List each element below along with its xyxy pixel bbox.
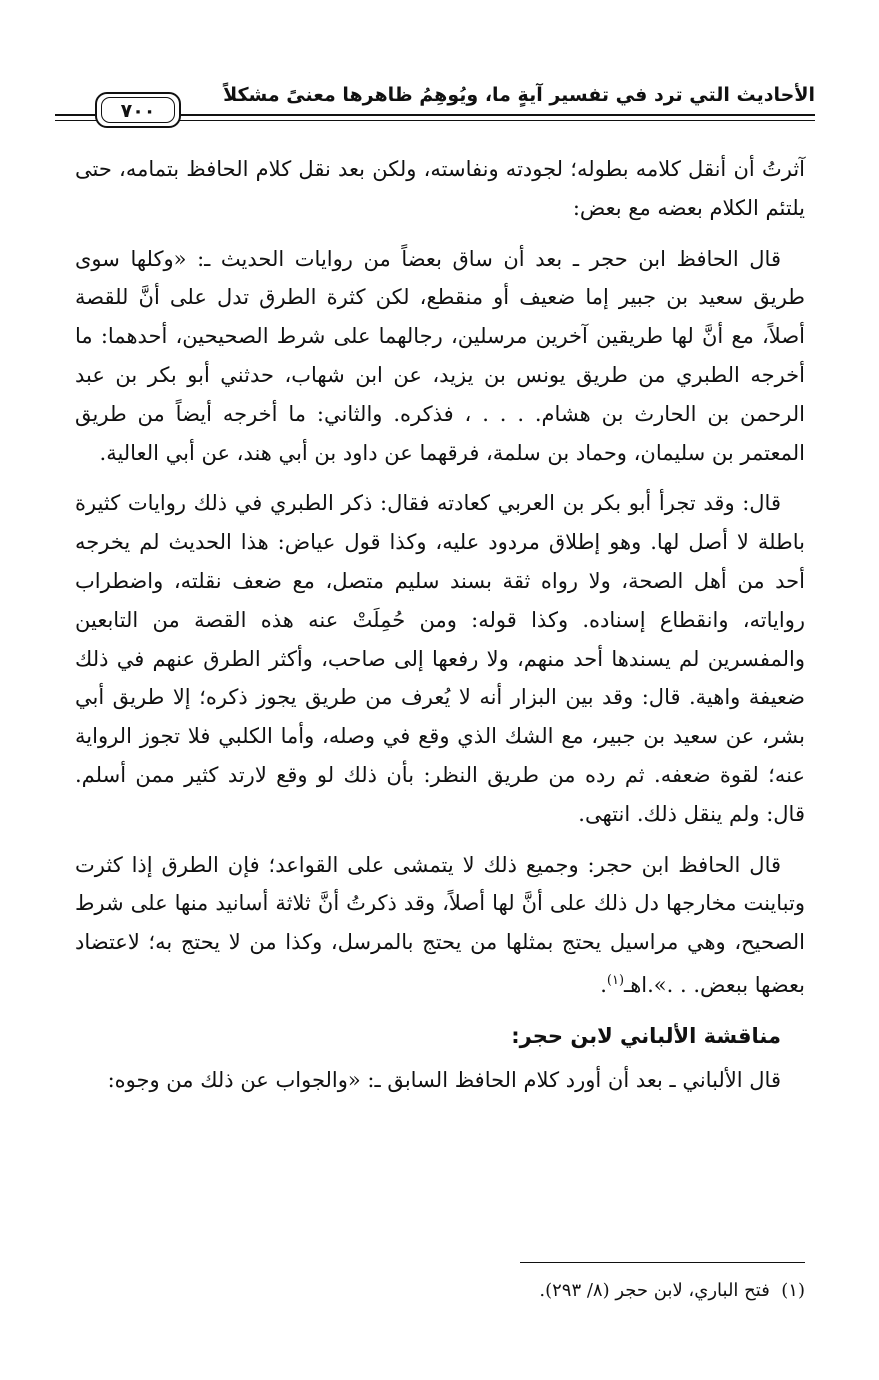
page-number-frame (95, 92, 181, 128)
section-heading: مناقشة الألباني لابن حجر: (511, 1023, 781, 1048)
footnote-number: (١) (781, 1280, 805, 1301)
header-title: الأحاديث التي ترد في تفسير آيةٍ ما، ويُوهِمُ ظاهرها معنىً مشكلاً (223, 84, 815, 106)
body-text (75, 150, 805, 1112)
paragraph-text: قال الحافظ ابن حجر: وجميع ذلك لا يتمشى على القواعد؛ فإن الطرق إذا كثرت وتباينت مخارجها دل ذلك على أنَّ لها أصلاً، وقد ذكرتُ أنَّ ثلاثة أسانيد منها على شرط الصحيح، وهي مراسيل يحتج بمثلها من يحتج بالمرسل، وكذا من لا يحتج به؛ لاعتضاد بعضها ببعض. . .».اهـ (75, 852, 805, 997)
paragraph-ibn-hajar-conclusion (75, 846, 805, 1005)
footnote-marker: (١) (606, 972, 625, 988)
paragraph-albani: قال الألباني ـ بعد أن أورد كلام الحافظ السابق ـ: «والجواب عن ذلك من وجوه: (107, 1067, 781, 1092)
paragraph-ibn-arabi: قال: وقد تجرأ أبو بكر بن العربي كعادته فقال: ذكر الطبري في ذلك روايات كثيرة باطلة لا أصل لها. وهو إطلاق مردود عليه، وكذا قول عياض: هذا الحديث لم يخرجه أحد من أهل الصحة، ولا رواه ثقة بسند سليم متصل، مع ضعف نقلته، واضطراب رواياته، وانقطاع إسناده. وكذا قوله: ومن حُمِلَتْ عنه هذه القصة من التابعين والمفسرين لم يسندها أحد منهم، ولا رفعها إلى صاحب، وأكثر الطرق عنهم في ذلك ضعيفة واهية. قال: وقد بين البزار أنه لا يُعرف من طريق يجوز ذكره؛ إلا طريق أبي بشر، عن سعيد بن جبير، مع الشك الذي وقع في وصله، وأما الكلبي فلا تجوز الرواية عنه؛ لقوة ضعفه. ثم رده من طريق النظر: بأن ذلك لو وقع لارتد كثير ممن أسلم. قال: ولم ينقل ذلك. انتهى. (75, 491, 805, 826)
footnote (200, 1276, 805, 1306)
paragraph-intro: آثرتُ أن أنقل كلامه بطوله؛ لجودته ونفاسته، ولكن بعد نقل كلام الحافظ بتمامه، حتى يلتئم الكلام بعضه مع بعض: (75, 157, 805, 220)
footnote-text: فتح الباري، لابن حجر (٨/ ٢٩٣). (539, 1280, 770, 1301)
footnote-separator (520, 1262, 805, 1263)
page-number: ٧٠٠ (101, 97, 175, 123)
paragraph-end: . (600, 972, 607, 997)
paragraph-ibn-hajar-quote: قال الحافظ ابن حجر ـ بعد أن ساق بعضاً من روايات الحديث ـ: «وكلها سوى طريق سعيد بن جبير إما ضعيف أو منقطع، لكن كثرة الطرق تدل على أنَّ للقصة أصلاً، مع أنَّ لها طريقين آخرين مرسلين، رجالهما على شرط الصحيحين، أحدهما: ما أخرجه الطبري من طريق يونس بن يزيد، عن ابن شهاب، حدثني أبو بكر بن عبد الرحمن بن الحارث بن هشام. . . . ، فذكره. والثاني: ما أخرجه أيضاً من طريق المعتمر بن سليمان، وحماد بن سلمة، فرقهما عن داود بن أبي هند، عن أبي العالية. (75, 246, 805, 465)
running-header (55, 78, 815, 138)
